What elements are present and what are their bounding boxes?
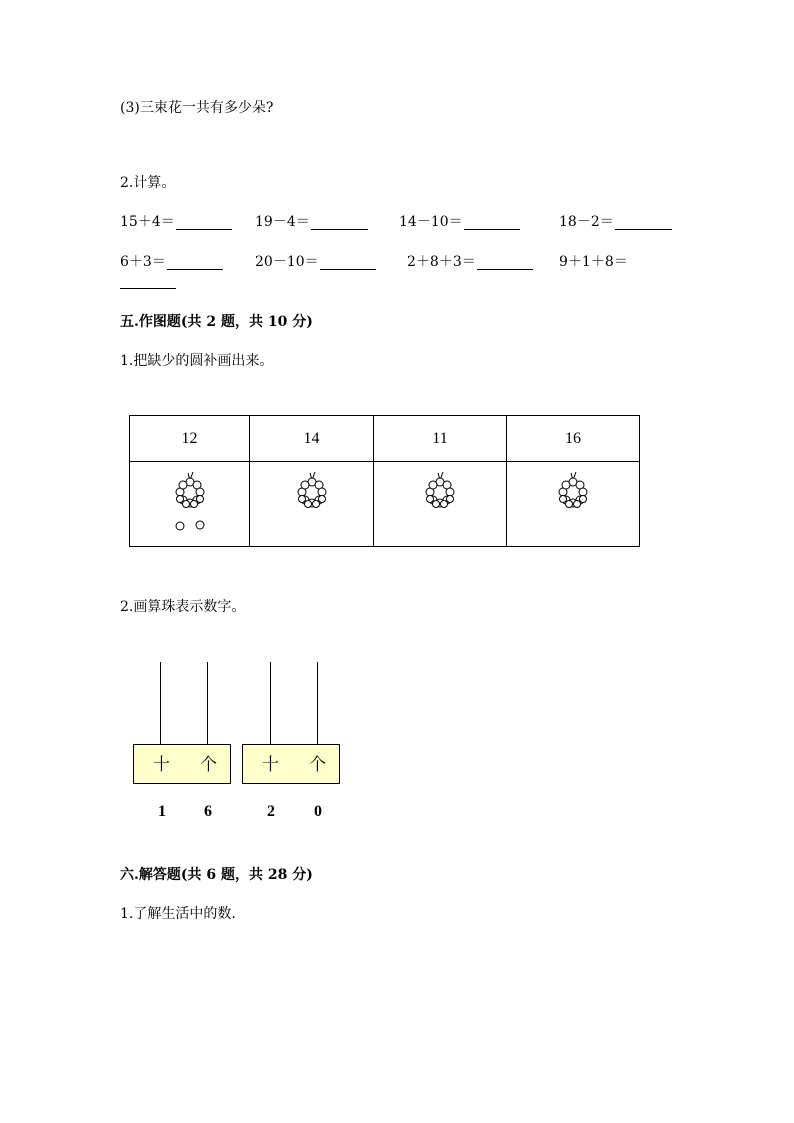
extra-circles [170,518,210,534]
table-header-cell: 11 [374,416,507,462]
answer-blank[interactable] [615,228,672,230]
calc-item [120,214,232,230]
wreath-icon [292,470,332,520]
question-prompt: 1.把缺少的圆补画出来。 [120,353,274,369]
abacus-base [133,744,231,784]
drawing-cell[interactable] [250,462,374,547]
calc-expression: 19－4＝ [255,214,310,230]
calc-expression: 15＋4＝ [120,214,175,230]
tens-label: 十 [262,755,279,775]
calc-item [255,214,368,230]
question-prompt: 1.了解生活中的数. [120,906,236,922]
abacus-base [242,744,340,784]
tens-digit: 1 [158,803,166,820]
tens-label: 十 [153,755,170,775]
section-title: 五.作图题(共 2 题，共 10 分) [120,314,313,330]
question-prompt: (3)三束花一共有多少朵? [120,100,274,116]
table-header-cell: 12 [130,416,250,462]
question-prompt: 2.画算珠表示数字。 [120,599,246,615]
circle-icon [176,522,184,530]
abacus-rod-tens[interactable] [270,662,271,744]
tens-digit: 2 [267,803,275,820]
section-title: 六.解答题(共 6 题，共 28 分) [120,867,313,883]
ones-digit: 6 [204,803,212,820]
answer-blank[interactable] [167,268,223,270]
abacus-rod-tens[interactable] [160,662,161,744]
calc-item [407,254,533,270]
drawing-cell[interactable] [507,462,640,547]
answer-blank[interactable] [320,268,376,270]
wreath-icon [553,470,593,520]
abacus-rod-ones[interactable] [207,662,208,744]
wreath-icon [170,470,210,520]
calc-item [255,254,376,270]
drawing-cell[interactable] [130,462,250,547]
abacus-rod-ones[interactable] [317,662,318,744]
calc-item [399,214,520,230]
table-header-cell: 16 [507,416,640,462]
drawing-cell[interactable] [374,462,507,547]
answer-blank[interactable] [311,228,368,230]
ones-label: 个 [200,755,217,775]
answer-blank[interactable] [464,228,520,230]
calc-heading: 2.计算。 [120,175,176,191]
calc-item [120,254,223,270]
calc-item [559,254,628,270]
calc-item [559,214,672,230]
calc-expression: 14－10＝ [399,214,463,230]
calc-expression: 18－2＝ [559,214,614,230]
answer-blank[interactable] [120,288,176,289]
calc-expression: 6＋3＝ [120,254,166,270]
calc-expression: 20－10＝ [255,254,319,270]
circle-icon [196,521,204,529]
calc-expression: 9＋1＋8＝ [559,254,628,270]
calc-expression: 2＋8＋3＝ [407,254,476,270]
ones-label: 个 [309,755,326,775]
flower-table [129,415,640,547]
answer-blank[interactable] [477,268,533,270]
ones-digit: 0 [314,803,322,820]
wreath-icon [420,470,460,520]
table-header-cell: 14 [250,416,374,462]
answer-blank[interactable] [176,228,232,230]
